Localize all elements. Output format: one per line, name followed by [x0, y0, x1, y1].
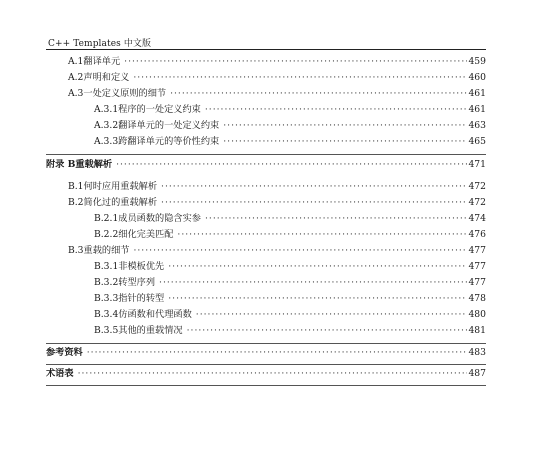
toc-page-number: 461	[468, 88, 486, 99]
running-header: C++ Templates 中文版	[48, 39, 152, 49]
toc-page-number: 465	[468, 136, 486, 147]
toc-page-number: 471	[468, 159, 486, 170]
toc-entry-a33	[94, 134, 486, 150]
toc-leader	[205, 211, 467, 227]
toc-leader	[205, 102, 468, 118]
toc-number: A.3.1	[94, 104, 119, 115]
toc-leader	[161, 179, 467, 195]
toc-title: 何时应用重载解析	[83, 181, 158, 192]
toc-leader	[187, 323, 468, 339]
toc-page-number: 481	[468, 325, 486, 336]
toc-title: 指针的转型	[118, 293, 165, 304]
toc-page-number: 483	[468, 347, 486, 358]
toc-title: 一处定义原则的细节	[83, 88, 167, 99]
toc-leader	[170, 86, 467, 102]
toc-title: 参考资料	[46, 347, 83, 358]
toc-page-number: 472	[468, 197, 486, 208]
toc-leader	[223, 118, 467, 134]
toc-number: A.1	[68, 56, 84, 67]
toc-title: 翻译单元的一处定义约束	[118, 120, 220, 131]
toc-leader	[177, 227, 467, 243]
toc-title: 非模板优先	[118, 261, 165, 272]
toc-number: B.3.3	[94, 293, 119, 304]
toc-leader	[78, 366, 468, 382]
toc-title: 重载解析	[75, 159, 113, 170]
toc-page-number: 474	[468, 213, 486, 224]
toc-number: B.3	[68, 245, 84, 256]
toc-entry-glossary	[46, 366, 486, 382]
toc-title: 声明和定义	[83, 72, 130, 83]
toc-leader	[159, 275, 467, 291]
toc-title: 简化过的重载解析	[83, 197, 158, 208]
toc-entry-references	[46, 345, 486, 361]
toc-title: 重载的细节	[83, 245, 130, 256]
toc-entry-b2	[68, 195, 486, 211]
toc-page-number: 480	[468, 309, 486, 320]
toc-number: 附录 B	[46, 159, 76, 170]
toc-entry-appendix-b	[46, 157, 486, 173]
toc-title: 跨翻译单元的等价性约束	[118, 136, 220, 147]
toc-entry-b3	[68, 243, 486, 259]
toc-title: 术语表	[46, 368, 74, 379]
toc-title: 程序的一处定义约束	[118, 104, 201, 115]
toc-title: 翻译单元	[83, 56, 121, 67]
toc-page-number: 472	[468, 181, 486, 192]
toc-title: 成员函数的隐含实参	[118, 213, 201, 224]
toc-entry-b22	[94, 227, 486, 243]
toc-number: B.2	[68, 197, 84, 208]
toc-leader	[133, 70, 467, 86]
toc-page-number: 461	[468, 104, 486, 115]
toc-entry-a2	[68, 70, 486, 86]
toc-entry-b33	[94, 291, 486, 307]
toc-number: A.3	[68, 88, 84, 99]
toc-entry-b31	[94, 259, 486, 275]
toc-title: 细化完美匹配	[118, 229, 174, 240]
toc-leader	[168, 259, 467, 275]
toc-entry-b1	[68, 179, 486, 195]
header-rule	[46, 49, 486, 50]
toc-leader	[196, 307, 468, 323]
toc-number: B.3.5	[94, 325, 119, 336]
toc-number: B.2.1	[94, 213, 119, 224]
toc-number: A.3.2	[94, 120, 119, 131]
toc-title: 其他的重载情况	[118, 325, 183, 336]
toc-number: A.3.3	[94, 136, 119, 147]
toc-leader	[133, 243, 467, 259]
toc-leader	[223, 134, 467, 150]
toc-leader	[87, 345, 468, 361]
toc-title: 转型序列	[118, 277, 156, 288]
toc-entry-a32	[94, 118, 486, 134]
toc-entry-b35	[94, 323, 486, 339]
toc-number: B.3.1	[94, 261, 119, 272]
toc-page-number: 478	[468, 293, 486, 304]
toc-entry-b32	[94, 275, 486, 291]
toc-number: A.2	[68, 72, 84, 83]
toc-page-number: 477	[468, 261, 486, 272]
toc-page-number: 477	[468, 245, 486, 256]
toc-entry-a3	[68, 86, 486, 102]
toc-page-number: 460	[468, 72, 486, 83]
toc-number: B.1	[68, 181, 84, 192]
toc-page-number: 487	[468, 368, 486, 379]
toc-title: 仿函数和代理函数	[118, 309, 192, 320]
toc-number: B.2.2	[94, 229, 119, 240]
section-divider	[46, 385, 486, 386]
toc-leader	[161, 195, 467, 211]
section-divider	[46, 343, 486, 344]
toc-entry-b34	[94, 307, 486, 323]
toc-number: B.3.4	[94, 309, 119, 320]
toc-leader	[124, 54, 467, 70]
toc-entry-a1	[68, 54, 486, 70]
toc-page-number: 459	[468, 56, 486, 67]
toc-page-number: 477	[468, 277, 486, 288]
toc-entry-b21	[94, 211, 486, 227]
section-divider	[46, 154, 486, 155]
toc-leader	[116, 157, 467, 173]
toc-page-number: 476	[468, 229, 486, 240]
toc-entry-a31	[94, 102, 486, 118]
toc-page-number: 463	[468, 120, 486, 131]
toc-leader	[168, 291, 467, 307]
section-divider	[46, 364, 486, 365]
toc-number: B.3.2	[94, 277, 119, 288]
